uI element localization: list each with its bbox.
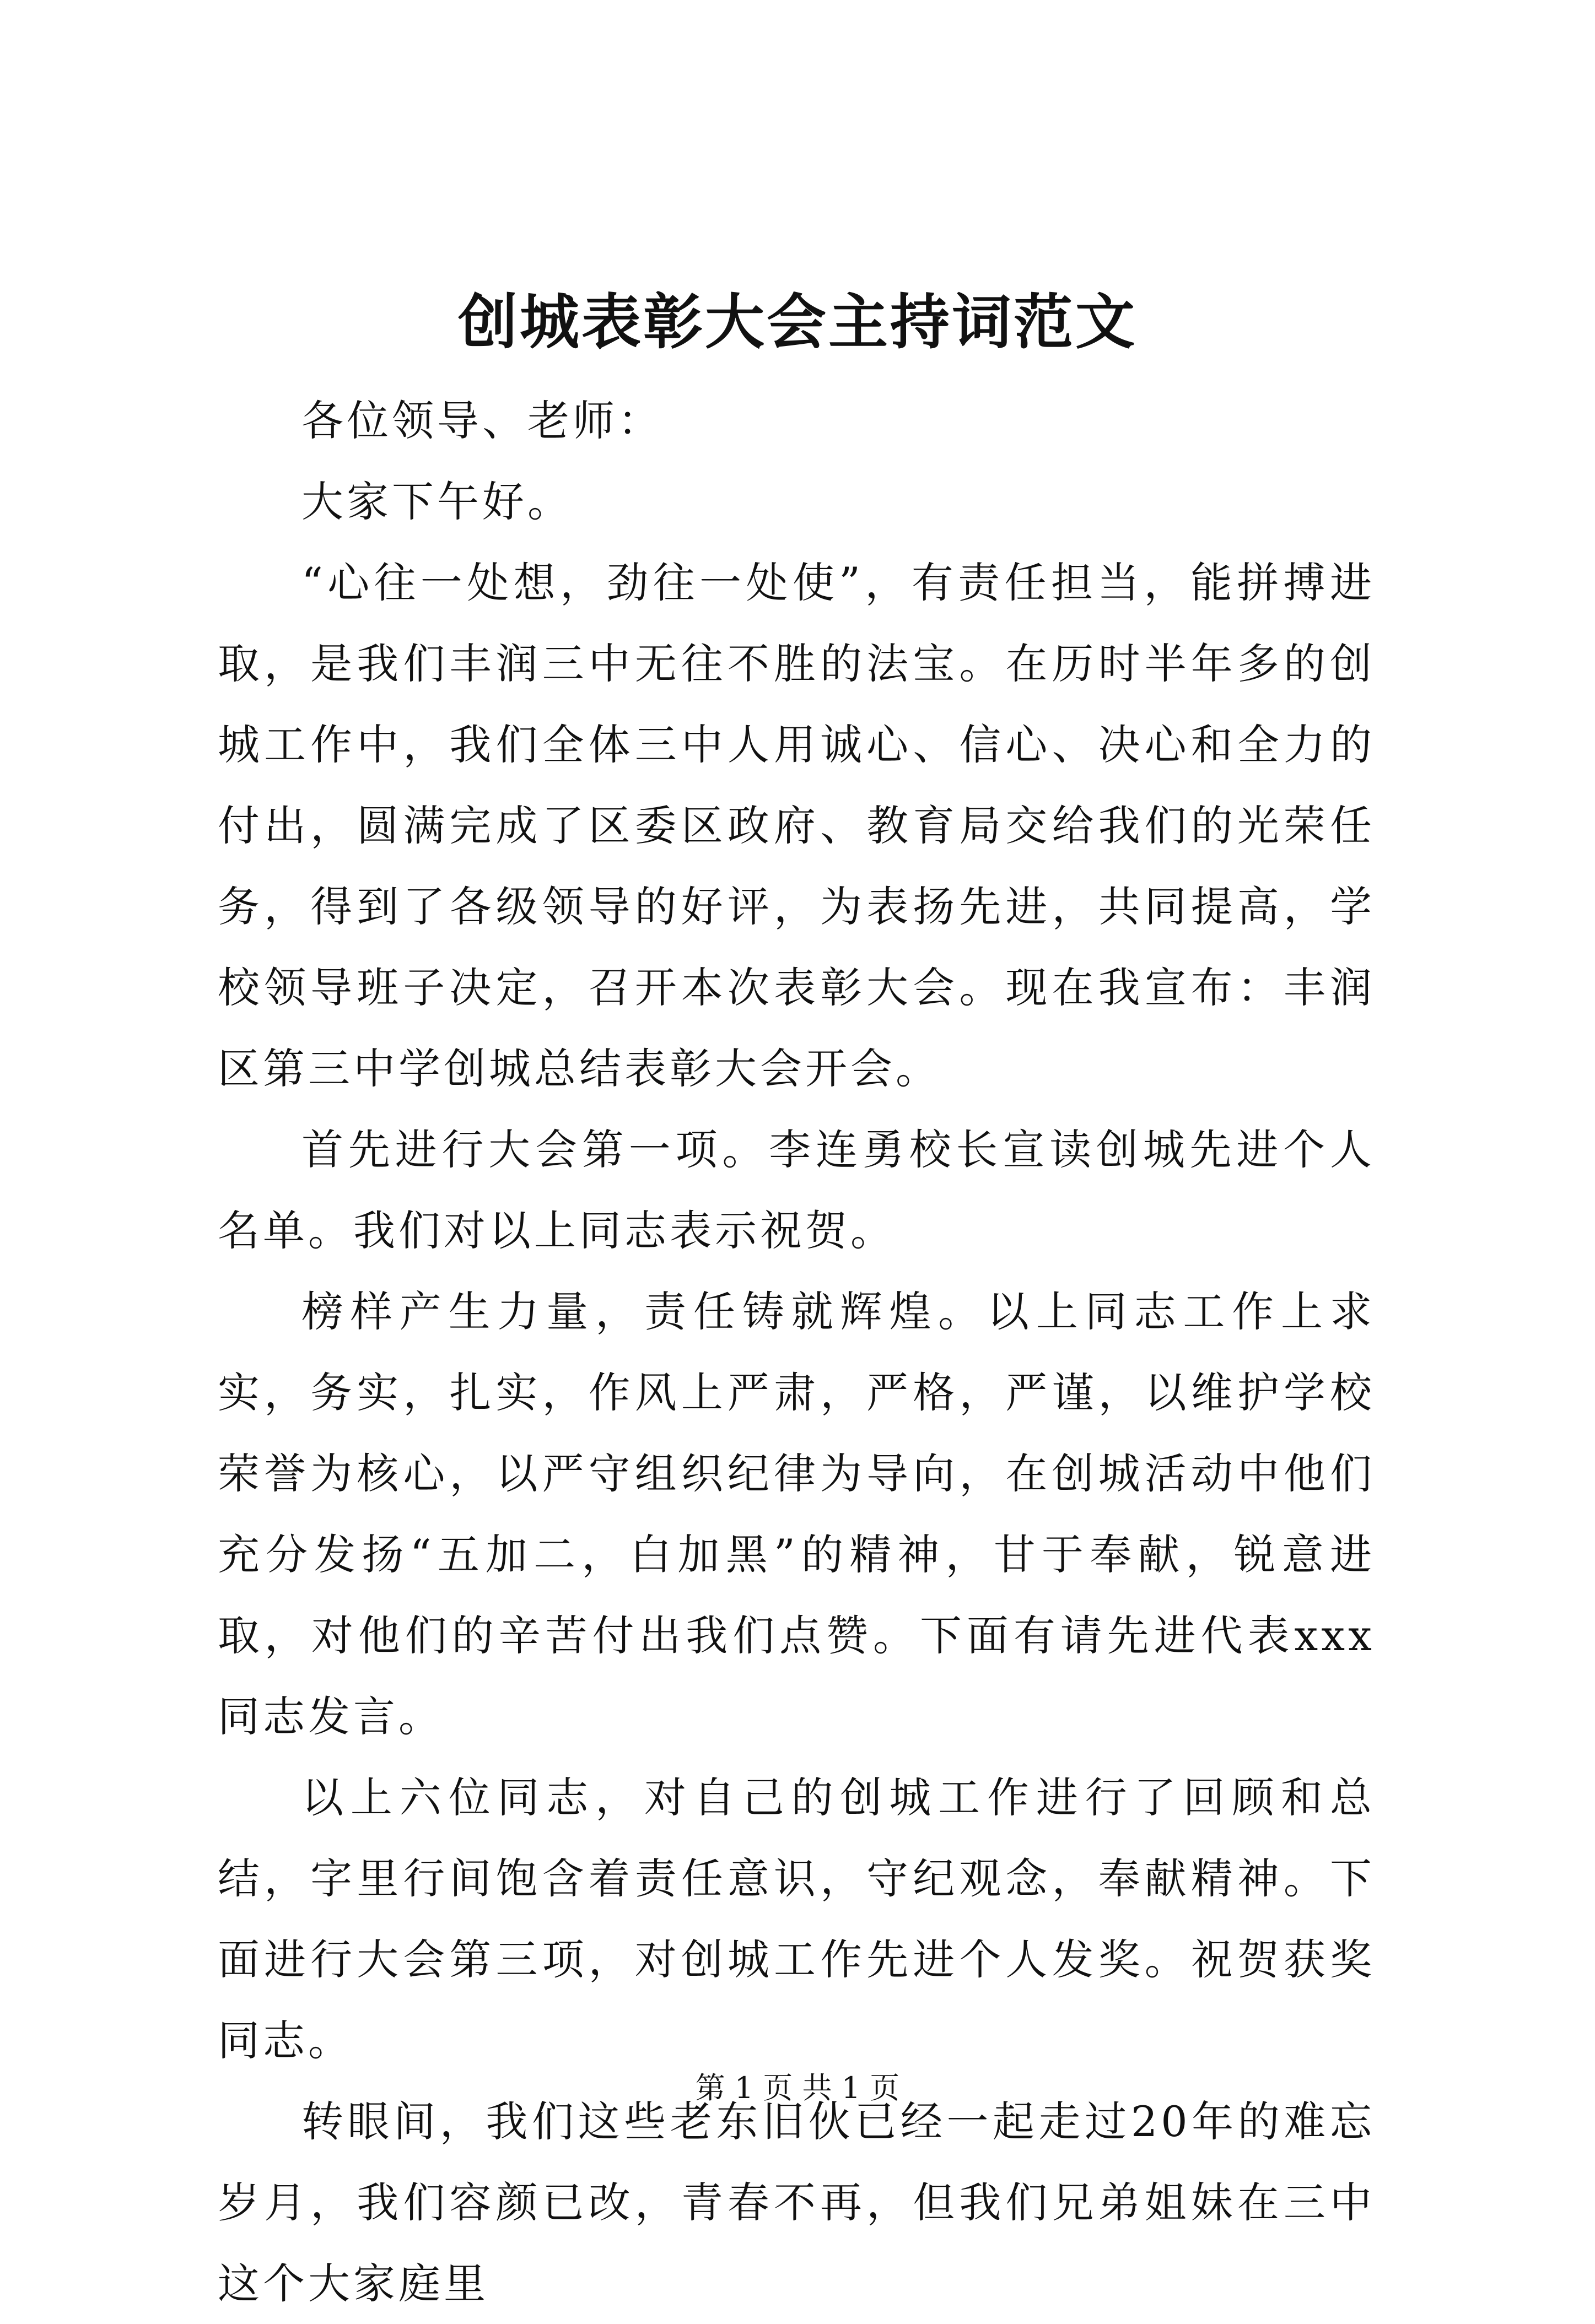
paragraph-item-one: 首先进行大会第一项。李连勇校长宣读创城先进个人名单。我们对以上同志表示祝贺。: [218, 1125, 1375, 1255]
paragraph-role-models: 榜样产生力量，责任铸就辉煌。以上同志工作上求实，务实，扎实，作风上严肃，严格，严谨，以维护学校荣誉为核心，以严守组织纪律为导向，在创城活动中他们充分发扬“五加二，白加黑”的精神，甘于奉献，锐意进取，对他们的辛苦付出我们点赞。下面有请先进代表xxx同志发言。: [218, 1287, 1375, 1741]
paragraph-greeting: 大家下午好。: [301, 477, 573, 526]
paragraph-opening: “心往一处想，劲往一处使”，有责任担当，能拼搏进取，是我们丰润三中无往不胜的法宝。在历时半年多的创城工作中，我们全体三中人用诚心、信心、决心和全力的付出，圆满完成了区委区政府、教育局交给我们的光荣任务，得到了各级领导的好评，为表扬先进，共同提高，学校领导班子决定，召开本次表彰大会。现在我宣布：丰润区第三中学创城总结表彰大会开会。: [218, 558, 1375, 1093]
paragraph-awards: 以上六位同志，对自己的创城工作进行了回顾和总结，字里行间饱含着责任意识，守纪观念，奉献精神。下面进行大会第三项，对创城工作先进个人发奖。祝贺获奖同志。: [218, 1773, 1375, 2065]
document-title: 创城表彰大会主持词范文: [457, 288, 1137, 357]
paragraph-reflection: 转眼间，我们这些老东旧伙已经一起走过20年的难忘岁月，我们容颜已改，青春不再，但我们兄弟姐妹在三中这个大家庭里: [218, 2097, 1375, 2308]
paragraph-salutation: 各位领导、老师：: [301, 396, 663, 445]
document-body: [218, 380, 1375, 2324]
page-number-footer: 第 1 页 共 1 页: [695, 2071, 900, 2105]
